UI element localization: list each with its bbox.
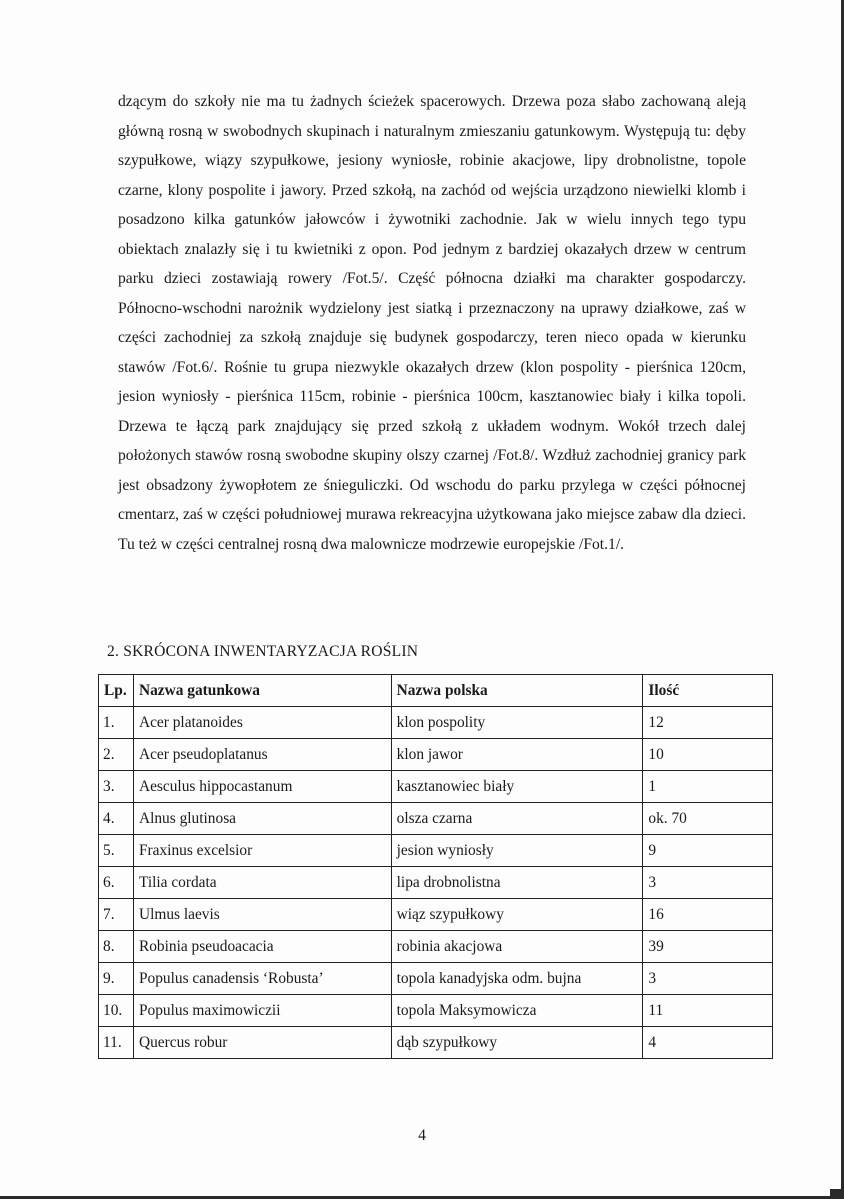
cell-polish-name: klon jawor (391, 739, 643, 771)
cell-latin-name: Populus canadensis ‘Robusta’ (133, 963, 391, 995)
cell-count: 3 (643, 867, 773, 899)
cell-count: 11 (643, 995, 773, 1027)
cell-count: 4 (643, 1027, 773, 1059)
cell-latin-name: Populus maximowiczii (133, 995, 391, 1027)
cell-latin-name: Ulmus laevis (133, 899, 391, 931)
cell-lp: 11. (99, 1027, 134, 1059)
body-paragraph: dzącym do szkoły nie ma tu żadnych ścieżek spacerowych. Drzewa poza słabo zachowaną aleją główną rosną w swobodnych skupinach i naturalnym zmieszaniu gatunkowym. Występują tu: dęby szypułkowe, wiązy szypułkowe, jesiony wyniosłe, robinie akacjowe, lipy drobnolistne, topole czarne, klony pospolite i jawory. Przed szkołą, na zachód od wejścia urządzono niewielki klomb i posadzono kilka gatunków jałowców i żywotniki zachodnie. Jak w wielu innych tego typu obiektach znalazły się i tu kwietniki z opon. Pod jednym z bardziej okazałych drzew w centrum parku dzieci zostawiają rowery /Fot.5/. Część północna działki ma charakter gospodarczy. Północno-wschodni narożnik wydzielony jest siatką i przeznaczony na uprawy działkowe, zaś w części zachodniej za szkołą znajduje się budynek gospodarczy, teren nieco opada w kierunku stawów /Fot.6/. Rośnie tu grupa niezwykle okazałych drzew (klon pospolity - pierśnica 120cm, jesion wyniosły - pierśnica 115cm, robinie - pierśnica 100cm, kasztanowiec biały i kilka topoli. Drzewa te łączą park znajdujący się przed szkołą z układem wodnym. Wokół trzech dalej położonych stawów rosną swobodne skupiny olszy czarnej /Fot.8/. Wzdłuż zachodniej granicy park jest obsadzony żywopłotem ze śnieguliczki. Od wschodu do parku przylega w części północnej cmentarz, zaś w części południowej murawa rekreacyjna użytkowana jako miejsce zabaw dla dzieci. Tu też w części centralnej rosną dwa malownicze modrzewie europejskie /Fot.1/. (118, 93, 746, 553)
table-row (99, 835, 773, 867)
section-heading: 2. SKRÓCONA INWENTARYZACJA ROŚLIN (107, 643, 419, 660)
header-lp: Lp. (99, 675, 134, 707)
cell-polish-name: lipa drobnolistna (391, 867, 643, 899)
cell-lp: 6. (99, 867, 134, 899)
cell-latin-name: Aesculus hippocastanum (133, 771, 391, 803)
cell-latin-name: Fraxinus excelsior (133, 835, 391, 867)
cell-polish-name: dąb szypułkowy (391, 1027, 643, 1059)
cell-count: 12 (643, 707, 773, 739)
cell-latin-name: Robinia pseudoacacia (133, 931, 391, 963)
cell-latin-name: Alnus glutinosa (133, 803, 391, 835)
cell-polish-name: wiąz szypułkowy (391, 899, 643, 931)
cell-polish-name: klon pospolity (391, 707, 643, 739)
cell-lp: 3. (99, 771, 134, 803)
cell-polish-name: kasztanowiec biały (391, 771, 643, 803)
header-count: Ilość (643, 675, 773, 707)
cell-polish-name: robinia akacjowa (391, 931, 643, 963)
cell-lp: 5. (99, 835, 134, 867)
plant-inventory-table (98, 674, 773, 1059)
cell-polish-name: jesion wyniosły (391, 835, 643, 867)
table-row (99, 963, 773, 995)
cell-lp: 2. (99, 739, 134, 771)
cell-polish-name: olsza czarna (391, 803, 643, 835)
cell-polish-name: topola kanadyjska odm. bujna (391, 963, 643, 995)
cell-lp: 8. (99, 931, 134, 963)
cell-count: 16 (643, 899, 773, 931)
cell-lp: 9. (99, 963, 134, 995)
table-row (99, 707, 773, 739)
table-row (99, 1027, 773, 1059)
cell-count: 9 (643, 835, 773, 867)
header-latin-name: Nazwa gatunkowa (133, 675, 391, 707)
cell-lp: 10. (99, 995, 134, 1027)
cell-lp: 1. (99, 707, 134, 739)
cell-count: 1 (643, 771, 773, 803)
header-polish-name: Nazwa polska (391, 675, 643, 707)
cell-lp: 4. (99, 803, 134, 835)
cell-count: 39 (643, 931, 773, 963)
page-number: 4 (418, 1127, 426, 1144)
cell-latin-name: Acer pseudoplatanus (133, 739, 391, 771)
cell-count: ok. 70 (643, 803, 773, 835)
table-header-row (99, 675, 773, 707)
cell-count: 10 (643, 739, 773, 771)
cell-latin-name: Quercus robur (133, 1027, 391, 1059)
table-row (99, 995, 773, 1027)
cell-latin-name: Acer platanoides (133, 707, 391, 739)
table-row (99, 771, 773, 803)
table-row (99, 899, 773, 931)
table-row (99, 803, 773, 835)
cell-count: 3 (643, 963, 773, 995)
table-row (99, 867, 773, 899)
scan-edge-corner (830, 1189, 844, 1199)
table-row (99, 931, 773, 963)
table-row (99, 739, 773, 771)
cell-lp: 7. (99, 899, 134, 931)
cell-latin-name: Tilia cordata (133, 867, 391, 899)
cell-polish-name: topola Maksymowicza (391, 995, 643, 1027)
